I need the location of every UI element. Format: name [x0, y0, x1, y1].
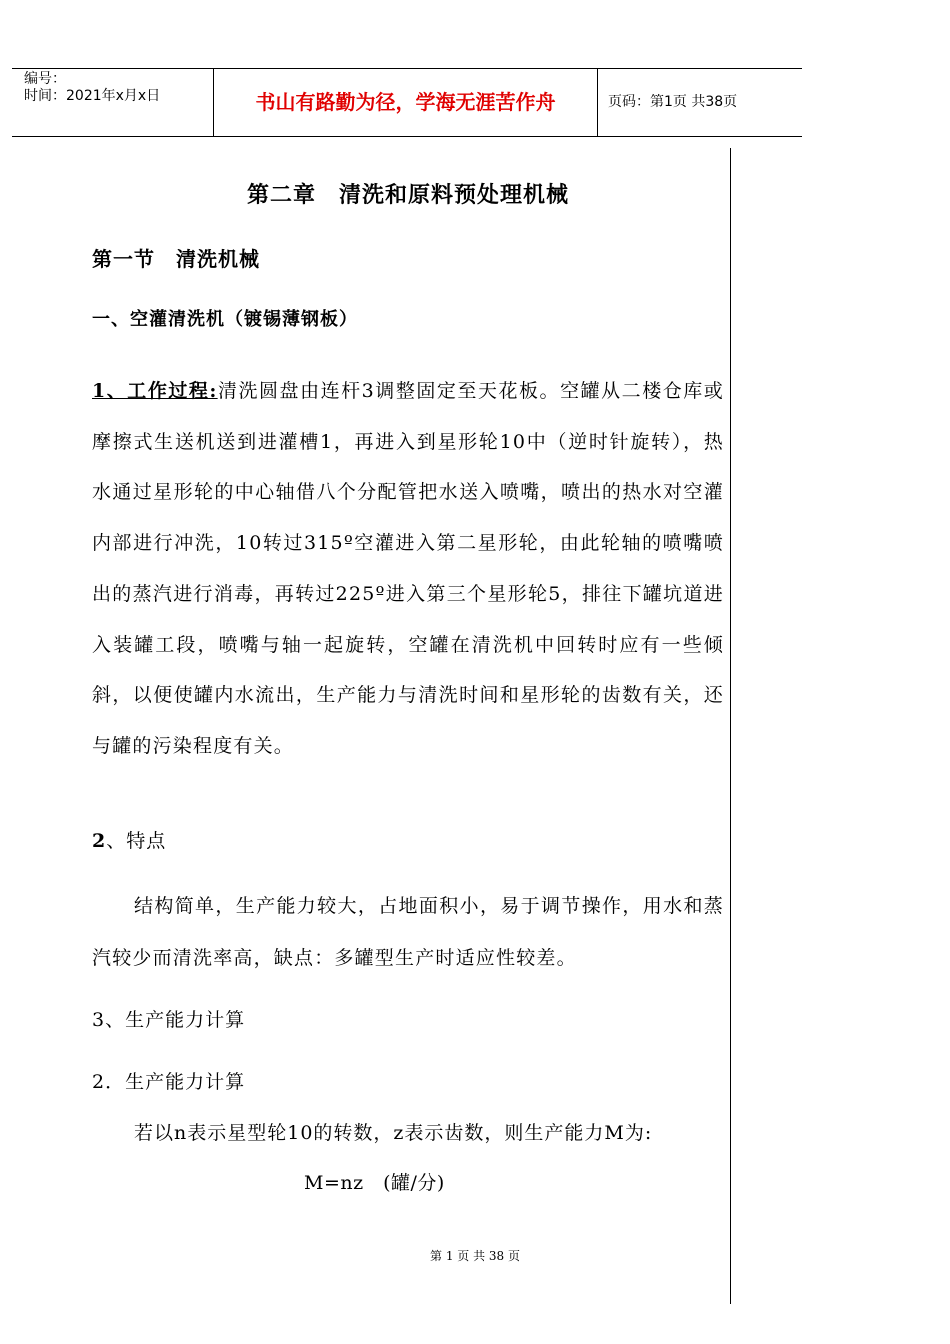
capacity-heading-1: 3、生产能力计算 [92, 1009, 246, 1031]
right-margin-rule [730, 148, 731, 1304]
capacity-formula: M=nz (罐/分) [304, 1172, 445, 1194]
features-paragraph: 结构简单，生产能力较大，占地面积小，易于调节操作，用水和蒸汽较少而清洗率高，缺点：多罐型生产时适应性较差。 [92, 895, 724, 969]
header-meta-cell [12, 69, 214, 136]
features-num: 2 [92, 830, 107, 852]
process-text: 清洗圆盘由连杆3调整固定至天花板。空罐从二楼仓库或摩擦式生送机送到进灌槽1，再进入到星形轮10中（逆时针旋转），热水通过星形轮的中心轴借八个分配管把水送入喷嘴，喷出的热水对空灌内部进行冲洗，10转过315º空灌进入第二星形轮，由此轮轴的喷嘴喷出的蒸汽进行消毒，再转过225º进入第三个星形轮5，排往下罐坑道进入装罐工段，喷嘴与轴一起旋转，空罐在清洗机中回转时应有一些倾斜，以便使罐内水流出，生产能力与清洗时间和星形轮的齿数有关，还与罐的污染程度有关。 [92, 380, 724, 757]
features-heading-text: 、特点 [106, 830, 167, 852]
time-label: 时间：2021年x月x日 [24, 88, 161, 104]
chapter-title: 第二章 清洗和原料预处理机械 [246, 183, 569, 208]
section-title: 第一节 清洗机械 [92, 247, 260, 271]
process-lead: 1、工作过程: [92, 380, 218, 402]
features-heading [92, 826, 166, 853]
capacity-paragraph: 若以n表示星型轮10的转数，z表示齿数，则生产能力M为: [134, 1122, 653, 1144]
header-motto: 书山有路勤为径，学海无涯苦作舟 [214, 69, 598, 136]
page-footer: 第 1 页 共 38 页 [430, 1249, 520, 1263]
number-label: 编号： [24, 71, 66, 87]
header-page-label: 页码：第1页 共38页 [608, 94, 738, 110]
document-header [12, 68, 802, 137]
subsection-title: 一、空灌清洗机（镀锡薄钢板） [92, 309, 358, 330]
capacity-heading-2: 2．生产能力计算 [92, 1071, 246, 1093]
process-paragraph [92, 366, 724, 772]
